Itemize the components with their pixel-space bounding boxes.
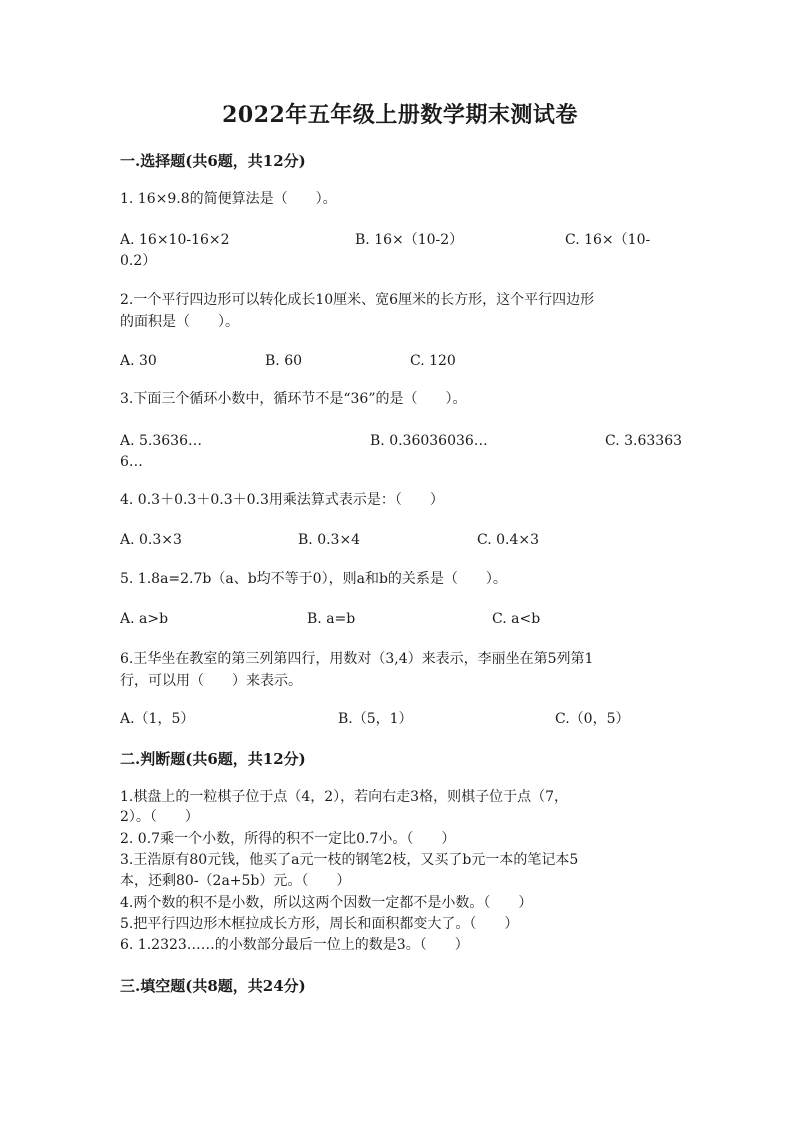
q1-option-b: B. 16×（10-2） bbox=[355, 232, 464, 248]
judge-5: 5.把平行四边形木框拉成长方形，周长和面积都变大了。（ ） bbox=[120, 916, 519, 932]
question-6-line1: 6.王华坐在教室的第三列第四行，用数对（3,4）来表示，李丽坐在第5列第1 bbox=[120, 651, 594, 667]
q2-option-b: B. 60 bbox=[265, 353, 303, 369]
question-6-line2: 行，可以用（ ）来表示。 bbox=[120, 673, 302, 689]
q5-option-b: B. a=b bbox=[307, 611, 356, 627]
q3-option-b: B. 0.36036036… bbox=[370, 433, 488, 449]
q1-option-c-wrap: 0.2） bbox=[120, 253, 157, 269]
q3-option-a: A. 5.3636… bbox=[120, 433, 202, 449]
q1-option-a: A. 16×10-16×2 bbox=[120, 232, 230, 248]
q4-option-b: B. 0.3×4 bbox=[298, 532, 361, 548]
q5-option-c: C. a<b bbox=[492, 611, 541, 627]
q3-option-c-wrap: 6… bbox=[120, 454, 143, 470]
q4-option-a: A. 0.3×3 bbox=[120, 532, 182, 548]
question-4: 4. 0.3＋0.3＋0.3＋0.3用乘法算式表示是：（ ） bbox=[120, 492, 444, 508]
q1-option-c: C. 16×（10- bbox=[565, 232, 651, 248]
judge-4: 4.两个数的积不是小数，所以这两个因数一定都不是小数。（ ） bbox=[120, 895, 533, 911]
page-title: 2022年五年级上册数学期末测试卷 bbox=[222, 102, 578, 128]
q3-option-c: C. 3.63363 bbox=[605, 433, 683, 449]
question-2-line2: 的面积是（ ）。 bbox=[120, 314, 239, 330]
q5-option-a: A. a>b bbox=[120, 611, 169, 627]
q2-option-c: C. 120 bbox=[410, 353, 456, 369]
q2-option-a: A. 30 bbox=[120, 353, 157, 369]
judge-6: 6. 1.2323……的小数部分最后一位上的数是3。（ ） bbox=[120, 937, 469, 953]
q6-option-c: C.（0，5） bbox=[555, 711, 630, 727]
section-heading-judge: 二.判断题(共6题，共12分) bbox=[120, 750, 306, 768]
q4-option-c: C. 0.4×3 bbox=[477, 532, 540, 548]
q6-option-a: A.（1，5） bbox=[120, 711, 195, 727]
judge-3-line2: 本，还剩80-（2a+5b）元。（ ） bbox=[120, 873, 351, 889]
question-1: 1. 16×9.8的简便算法是（ ）。 bbox=[120, 191, 337, 207]
judge-3-line1: 3.王浩原有80元钱，他买了a元一枝的钢笔2枝，又买了b元一本的笔记本5 bbox=[120, 852, 579, 868]
q6-option-b: B.（5，1） bbox=[338, 711, 413, 727]
judge-2: 2. 0.7乘一个小数，所得的积不一定比0.7小。（ ） bbox=[120, 831, 456, 847]
section-heading-fill: 三.填空题(共8题，共24分) bbox=[120, 977, 306, 995]
judge-1-line1: 1.棋盘上的一粒棋子位于点（4，2），若向右走3格，则棋子位于点（7， bbox=[120, 789, 568, 805]
question-5: 5. 1.8a=2.7b（a、b均不等于0），则a和b的关系是（ ）。 bbox=[120, 571, 507, 587]
question-3: 3.下面三个循环小数中，循环节不是“36”的是（ ）。 bbox=[120, 391, 467, 407]
judge-1-line2: 2）。（ ） bbox=[120, 809, 199, 825]
section-heading-choice: 一.选择题(共6题，共12分) bbox=[120, 152, 306, 170]
question-2-line1: 2.一个平行四边形可以转化成长10厘米、宽6厘米的长方形，这个平行四边形 bbox=[120, 292, 595, 308]
